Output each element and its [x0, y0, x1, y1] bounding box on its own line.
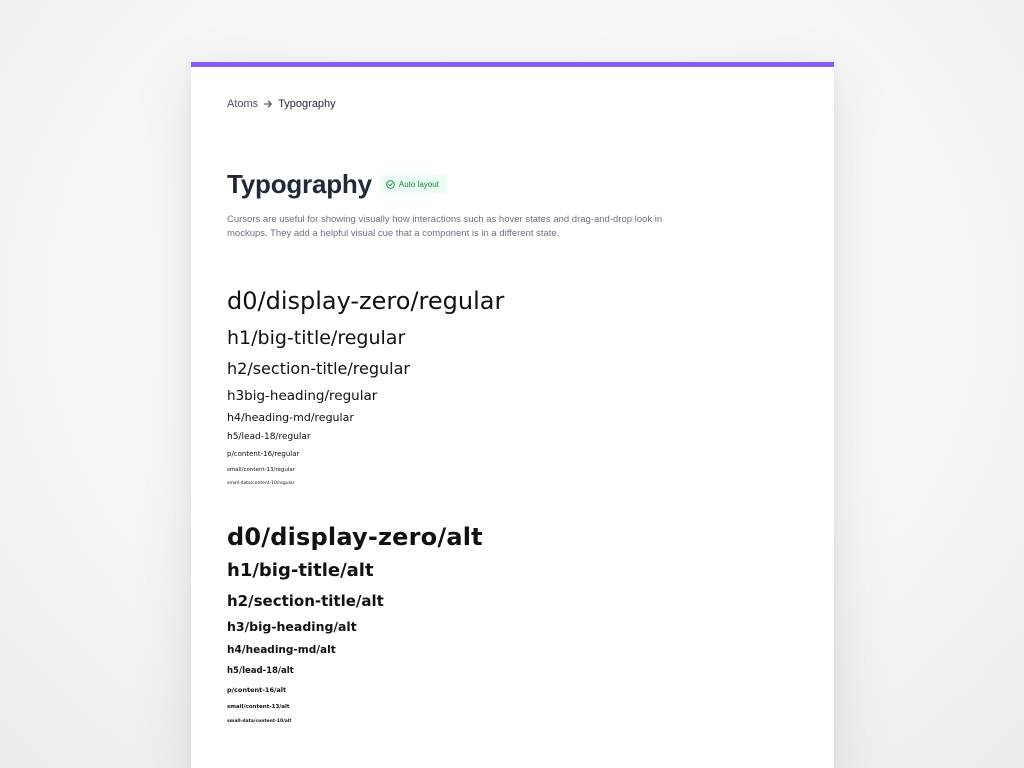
regular-type-scale: [227, 285, 798, 487]
type-sample-regular-d0: d0/display-zero/regular: [227, 287, 505, 315]
type-sample-alt-h2: h2/section-title/alt: [227, 592, 384, 610]
type-sample-regular-h4: h4/heading-md/regular: [227, 411, 354, 424]
type-sample-regular-p: p/content-16/regular: [227, 450, 300, 458]
badge-label: Auto layout: [398, 179, 439, 189]
type-sample-regular-h2: h2/section-title/regular: [227, 359, 410, 378]
type-sample-regular-h3: h3big-heading/regular: [227, 388, 378, 404]
type-sample-regular-h1: h1/big-title/regular: [227, 327, 406, 349]
title-row: [227, 167, 798, 201]
type-sample-alt-p: p/content-16/alt: [227, 686, 287, 694]
type-sample-alt-h1: h1/big-title/alt: [227, 560, 374, 581]
check-circle-icon: [386, 180, 395, 189]
breadcrumb: [227, 97, 798, 111]
type-sample-alt-d0: d0/display-zero/alt: [227, 523, 483, 551]
page-title: Typography: [227, 169, 372, 199]
typography-card: [191, 62, 834, 768]
auto-layout-badge: [380, 175, 447, 193]
type-sample-regular-small-data: small-data/content-10/regular: [227, 481, 295, 486]
type-sample-alt-small: small/content-13/alt: [227, 704, 290, 710]
page-description: Cursors are useful for showing visually how interactions such as hover states and drag-and-drop look in mockups. They add a helpful visual cue that a component is in a different state.: [227, 214, 663, 239]
arrow-right-icon: [263, 99, 273, 109]
type-sample-regular-small: small/content-13/regular: [227, 467, 296, 473]
breadcrumb-item-typography: Typography: [278, 98, 336, 110]
type-sample-regular-h5: h5/lead-18/regular: [227, 432, 311, 442]
accent-top-bar: [191, 62, 834, 67]
type-sample-alt-h4: h4/heading-md/alt: [227, 644, 336, 656]
breadcrumb-item-atoms[interactable]: Atoms: [227, 98, 259, 110]
alt-type-scale: [227, 521, 798, 725]
type-sample-alt-h3: h3/big-heading/alt: [227, 619, 357, 634]
type-sample-alt-small-data: small-data/content-10/alt: [227, 719, 292, 724]
type-sample-alt-h5: h5/lead-18/alt: [227, 666, 294, 676]
card-content: [191, 97, 834, 725]
